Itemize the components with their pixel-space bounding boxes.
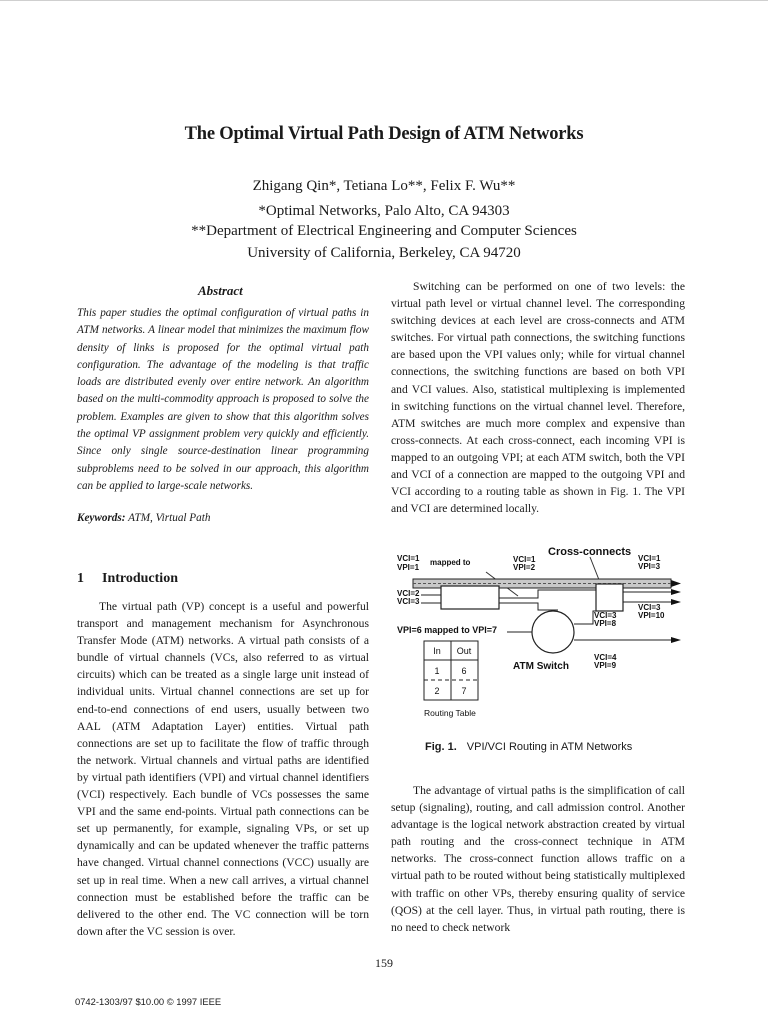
keywords	[77, 512, 369, 524]
author-list: Zhigang Qin*, Tetiana Lo**, Felix F. Wu**	[252, 178, 516, 194]
section-heading	[77, 571, 196, 587]
affiliation-2: **Department of Electrical Engineering and Computer Sciences	[191, 223, 577, 239]
fig-cross-connect-1	[441, 586, 499, 609]
introduction-body	[77, 598, 369, 940]
copyright-footer: 0742-1303/97 $10.00 © 1997 IEEE	[75, 996, 222, 1007]
section-number: 1	[77, 571, 84, 586]
fig-label-vci1-out: VCI=1	[638, 554, 661, 563]
fig-routing-table	[424, 641, 478, 700]
routing-table-cell: 1	[434, 666, 440, 676]
fig-label-vpi8: VPI=8	[594, 619, 617, 628]
affiliation-3: University of California, Berkeley, CA 94720	[247, 245, 521, 261]
fig-arrow-top	[671, 580, 681, 587]
fig-label-vpi2: VPI=2	[513, 563, 536, 572]
fig-cross-connect-2	[596, 584, 623, 611]
introduction-paragraph: The virtual path (VP) concept is a useful and powerful transport and management mechanism for Asynchronous Transfer Mode (ATM) networks. A virtual path consists of a bundle of virtual channels (VCs, also referred to as virtual circuits) which can be treated as a single large unit instead of individual units. Virtual channel connections are set up for end-to-end connections of end users, usually between two AAL (ATM Adaptation Layer) entities. Virtual path connections are set up to facilitate the flow of traffic through the network. Virtual channels and virtual paths are identified by virtual path identifiers (VPI) and virtual channel identifiers (VCI) respectively. Each bundle of VCs possesses the same VPI and the same end-points. Virtual path connections can be set up permanently, for example, signaling VPs, or set up dynamically and can be updated whenever the traffic patterns have changed. Virtual channel connections (VCC) usually are set up in real time. When a new call arrives, a virtual channel connection must be established before the traffic can be delivered to the other end. The VC connection will be torn down after the VC session is over.	[77, 600, 369, 938]
fig-label-vci3-out: VCI=3	[638, 603, 661, 612]
abstract-body	[77, 305, 369, 495]
abstract-text: This paper studies the optimal configuration of virtual paths in ATM networks. A linear model that minimizes the maximum flow density of links is proposed for the optimal virtual path configuration. The advantage of the modeling is that traffic loads are distributed evenly over entire network. An algorithm based on the multi-commodity approach is proposed to solve the problem. Examples are given to show that this algorithm solves the optimal VP assignment problem very quickly and efficiently. Since only single source-destination linear programming subproblems need to be solved in our approach, this algorithm can be applied to large-scale networks.	[77, 307, 369, 492]
routing-table-header-out: Out	[456, 646, 472, 656]
fig-label-vci1-mid: VCI=1	[513, 555, 536, 564]
fig-label-vpi10: VPI=10	[638, 611, 665, 620]
page-number: 159	[375, 956, 393, 970]
top-border	[0, 0, 768, 1]
keywords-text: ATM, Virtual Path	[128, 512, 211, 524]
fig-label-cross-connects: Cross-connects	[548, 546, 632, 558]
fig-label-mapped-to: mapped to	[430, 558, 471, 567]
paper-title: The Optimal Virtual Path Design of ATM Networks	[184, 124, 584, 144]
routing-table-cell: 2	[434, 686, 440, 696]
routing-table-cell: 7	[461, 686, 467, 696]
fig-label-routing-table: Routing Table	[424, 708, 476, 718]
affiliation-1: *Optimal Networks, Palo Alto, CA 94303	[258, 203, 510, 219]
fig-label-vci3-in: VCI=3	[397, 597, 420, 606]
right-column-top	[391, 278, 685, 517]
fig-label-vpi3: VPI=3	[638, 562, 661, 571]
fig-label-vci1-in: VCI=1	[397, 554, 420, 563]
fig-label-vpi6-mapped: VPI=6 mapped to VPI=7	[397, 625, 498, 635]
fig-label-vpi1: VPI=1	[397, 563, 420, 572]
figure-caption	[425, 741, 632, 753]
fig-label-vci4: VCI=4	[594, 653, 617, 662]
routing-table-header-in: In	[433, 646, 441, 656]
fig-label-vpi9: VPI=9	[594, 661, 617, 670]
right-column-bottom	[391, 782, 685, 936]
switching-paragraph: Switching can be performed on one of two levels: the virtual path level or virtual channel level. The corresponding switching devices at each level are cross-connects and ATM switches. For virtual path connections, the switching functions are based upon the VPI values only; while for virtual channel connections, the switching functions are based on both VPI and VCI values. Also, statistical multiplexing is implemented in switching functions on the virtual channel level. Therefore, ATM switches are much more complex and expensive than cross-connects. At each cross-connect, each incoming VPI is mapped to an outgoing VPI; at each ATM switch, both the VPI and VCI of a connection are mapped to the outgoing VPI and VCI according to a routing table as shown in Fig. 1. The VPI and VCI are determined locally.	[391, 280, 685, 516]
figure-caption-text: VPI/VCI Routing in ATM Networks	[466, 741, 633, 753]
section-title: Introduction	[102, 571, 178, 586]
fig-label-vci3-mid: VCI=3	[594, 611, 617, 620]
keywords-label: Keywords:	[77, 512, 126, 524]
advantage-paragraph: The advantage of virtual paths is the simplification of call setup (signaling), routing, and call admission control. Another advantage is the logical network abstraction created by virtual path routing and the cross-connect technique in ATM networks. The cross-connect function allows traffic on a virtual path to be routed without being statistically multiplexed with traffic on other VPs, thereby ensuring quality of service (QOS) at the cell layer. Thus, in virtual path routing, there is no need to check network	[391, 784, 685, 934]
fig-atm-switch-circle	[532, 611, 574, 653]
figure-vpi-vci-routing	[393, 540, 683, 720]
routing-table-cell: 6	[461, 666, 467, 676]
fig-label-atm-switch: ATM Switch	[513, 661, 569, 672]
abstract-heading: Abstract	[198, 283, 243, 298]
figure-caption-label: Fig. 1.	[425, 741, 457, 753]
fig-label-vci2: VCI=2	[397, 589, 420, 598]
